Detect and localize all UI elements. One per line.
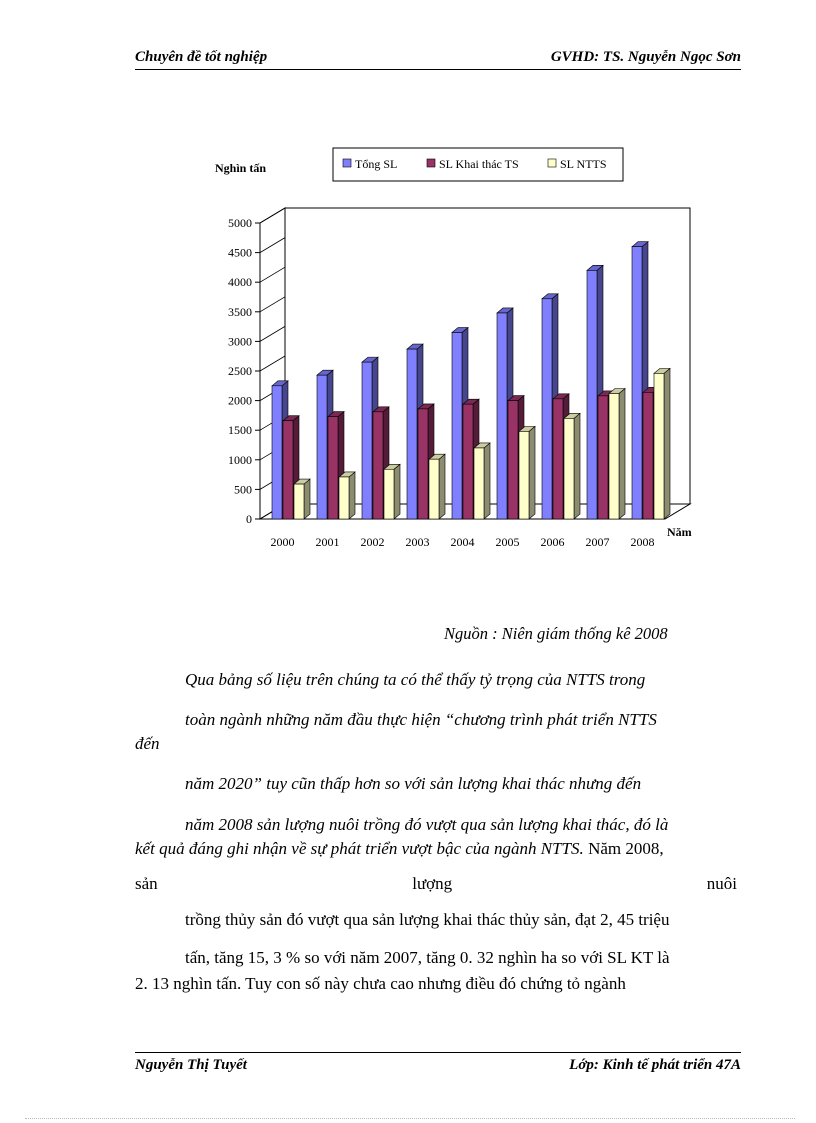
x-tick-label: 2000 — [270, 535, 295, 549]
bar-side — [529, 426, 535, 519]
bar — [643, 392, 653, 519]
text-line: sản lượng nuôi — [135, 874, 737, 893]
bar — [609, 393, 619, 519]
text-line: kết quả đáng ghi nhận về sự phát triển vượt bậc của ngành NTTS. Năm 2008, — [135, 839, 664, 858]
y-tick-label: 4500 — [228, 245, 252, 260]
text-line: đến — [135, 734, 160, 753]
legend-label: SL Khai thác TS — [439, 157, 519, 171]
bar — [474, 448, 484, 519]
bar — [452, 333, 462, 519]
x-tick-label: 2002 — [360, 535, 385, 549]
bar — [317, 375, 327, 519]
bar-side — [664, 368, 670, 519]
bar — [418, 409, 428, 519]
bar — [632, 247, 642, 519]
bar-side — [619, 388, 625, 519]
text-line: tấn, tăng 15, 3 % so với năm 2007, tăng 0. 32 nghìn ha so với SL KT là — [185, 948, 670, 967]
bar-side — [394, 464, 400, 519]
page-footer — [135, 1052, 741, 1077]
y-tick-label: 0 — [246, 512, 252, 526]
x-tick-label: 2004 — [450, 535, 475, 549]
bar — [373, 412, 383, 519]
y-tick-label: 3000 — [228, 334, 252, 349]
y-tick-label: 5000 — [228, 216, 252, 230]
bar — [564, 418, 574, 519]
production-chart — [205, 140, 725, 560]
legend-label: Tổng SL — [355, 157, 398, 171]
legend-label: SL NTTS — [560, 157, 607, 171]
text-line: trồng thủy sản đó vượt qua sản lượng khai thác thủy sản, đạt 2, 45 triệu — [185, 910, 670, 929]
bar — [553, 399, 563, 519]
x-tick-label: 2003 — [405, 535, 430, 549]
footer-left: Nguyễn Thị Tuyết — [135, 1057, 247, 1073]
x-tick-label: 2007 — [585, 535, 610, 549]
y-tick-label: 1000 — [228, 452, 252, 467]
y-axis-label: Nghìn tấn — [215, 161, 267, 175]
text-line: năm 2008 sản lượng nuôi trồng đó vượt qua sản lượng khai thác, đó là — [185, 815, 669, 834]
bar — [384, 469, 394, 519]
bar — [508, 401, 518, 519]
bar — [463, 404, 473, 519]
text-line: toàn ngành những năm đầu thực hiện “chương trình phát triển NTTS — [185, 710, 657, 729]
bar — [654, 373, 664, 519]
y-tick-label: 2000 — [228, 393, 252, 408]
bar — [328, 417, 338, 519]
bar — [587, 270, 597, 519]
footer-right: Lớp: Kinh tế phát triển 47A — [569, 1057, 741, 1073]
bar — [429, 459, 439, 519]
x-tick-label: 2008 — [630, 535, 655, 549]
chart-source: Nguồn : Niên giám thống kê 2008 — [444, 624, 668, 643]
header-right: GVHD: TS. Nguyễn Ngọc Sơn — [550, 49, 741, 65]
bar-side — [574, 413, 580, 519]
bar — [497, 313, 507, 519]
bar-side — [484, 443, 490, 519]
text-line: năm 2020” tuy cũn thấp hơn so với sản lượng khai thác nhưng đến — [185, 774, 642, 793]
bar — [362, 362, 372, 519]
legend-swatch — [343, 159, 351, 167]
y-tick-label: 4000 — [228, 275, 252, 290]
bar — [598, 396, 608, 519]
x-tick-label: 2006 — [540, 535, 565, 549]
bar — [339, 477, 349, 519]
bar — [519, 431, 529, 519]
bar-side — [304, 479, 310, 519]
y-tick-label: 1500 — [228, 423, 252, 438]
x-axis-label: Năm — [667, 525, 692, 539]
text-line: 2. 13 nghìn tấn. Tuy con số này chưa cao nhưng điều đó chứng tỏ ngành — [135, 974, 626, 993]
x-tick-label: 2001 — [315, 535, 340, 549]
bar — [272, 386, 282, 519]
bar — [283, 421, 293, 519]
bottom-dotted-line — [25, 1118, 795, 1119]
x-tick-label: 2005 — [495, 535, 520, 549]
bar — [407, 349, 417, 519]
bar — [542, 299, 552, 519]
bar-side — [439, 454, 445, 519]
bar-side — [349, 472, 355, 519]
legend-swatch — [548, 159, 556, 167]
text-line: Qua bảng số liệu trên chúng ta có thể thấy tỷ trọng của NTTS trong — [185, 670, 646, 689]
y-tick-label: 500 — [234, 482, 252, 497]
y-tick-label: 3500 — [228, 304, 252, 319]
legend-swatch — [427, 159, 435, 167]
header-left: Chuyên đề tốt nghiệp — [135, 49, 268, 65]
page-header — [135, 49, 741, 70]
bar — [294, 484, 304, 519]
y-tick-label: 2500 — [228, 364, 252, 378]
